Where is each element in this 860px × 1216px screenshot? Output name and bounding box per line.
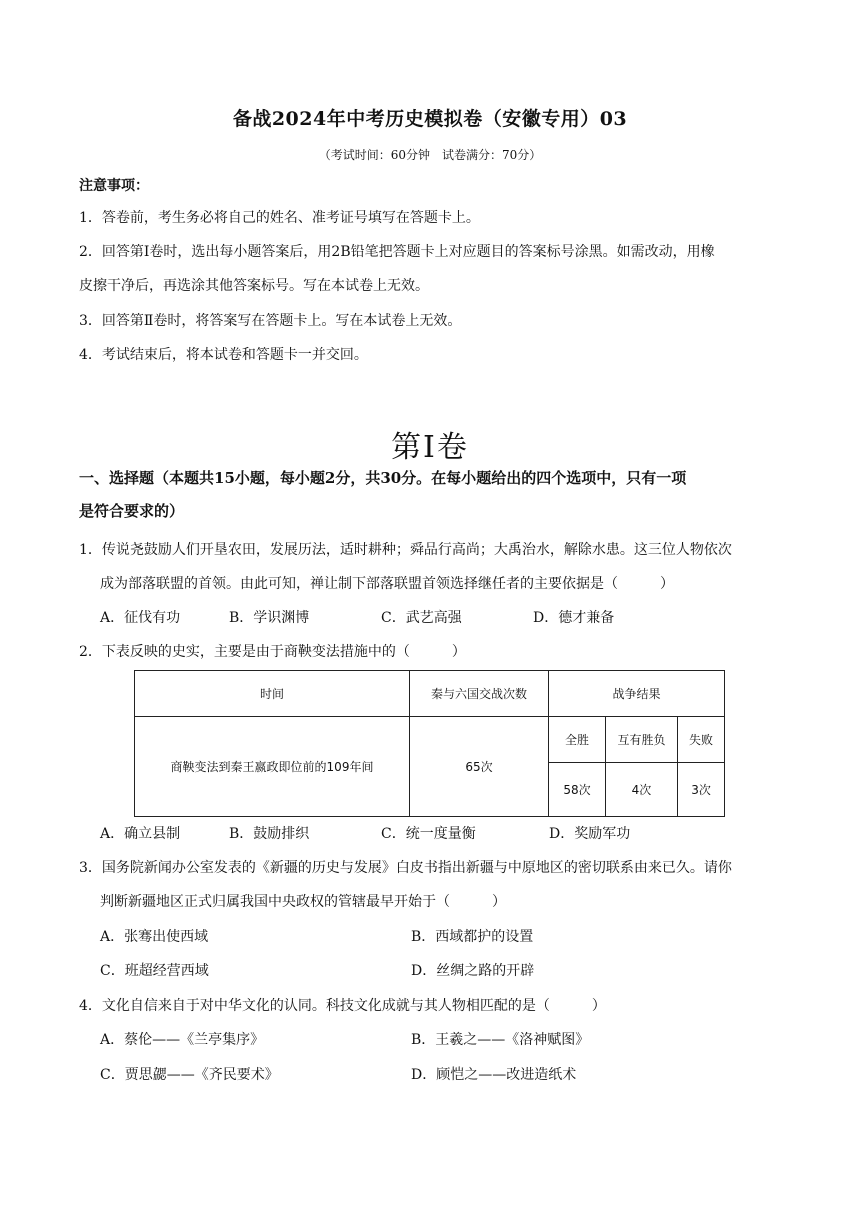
notice-item-1: 1．答卷前，考生务必将自己的姓名、准考证号填写在答题卡上。	[79, 210, 480, 226]
question-3-line1: 3．国务院新闻办公室发表的《新疆的历史与发展》白皮书指出新疆与中原地区的密切联系由来已久。请你	[79, 860, 732, 876]
section-heading-line1: 一、选择题（本题共15小题，每小题2分，共30分。在每小题给出的四个选项中，只有一项	[79, 469, 687, 487]
exam-title: 备战2024年中考历史模拟卷（安徽专用）03	[232, 108, 628, 130]
table-cell-period: 商鞅变法到秦王嬴政即位前的109年间	[135, 717, 410, 817]
question-1-line1: 1．传说尧鼓励人们开垦农田，发展历法，适时耕种；舜品行高尚；大禹治水，解除水患。这三位人物依次	[79, 542, 732, 558]
table-cell-mixed: 4次	[606, 763, 678, 817]
notice-heading: 注意事项：	[79, 178, 149, 194]
question-1-option-b: B．学识渊博	[229, 610, 310, 626]
war-results-table	[134, 670, 725, 817]
notice-item-2: 2．回答第Ⅰ卷时，选出每小题答案后，用2B铅笔把答题卡上对应题目的答案标号涂黑。如需改动，用橡	[79, 244, 715, 260]
question-2-option-a: A．确立县制	[100, 826, 181, 842]
table-subheader-loss: 失败	[678, 717, 725, 763]
question-1-option-a: A．征伐有功	[100, 610, 181, 626]
question-4-option-a: A．蔡伦——《兰亭集序》	[100, 1032, 265, 1048]
table-header-result: 战争结果	[549, 671, 725, 717]
notice-item-3: 3．回答第Ⅱ卷时，将答案写在答题卡上。写在本试卷上无效。	[79, 313, 462, 329]
question-4-line1: 4．文化自信来自于对中华文化的认同。科技文化成就与其人物相匹配的是（ ）	[79, 998, 606, 1014]
table-header-time: 时间	[135, 671, 410, 717]
table-header-row	[135, 671, 725, 717]
question-2-line1: 2．下表反映的史实，主要是由于商鞅变法措施中的（ ）	[79, 644, 466, 660]
question-3-option-b: B．西域都护的设置	[411, 929, 534, 945]
question-2-option-b: B．鼓励排织	[229, 826, 310, 842]
table-subheader-mixed: 互有胜负	[606, 717, 678, 763]
question-3-option-c: C．班超经营西域	[100, 963, 209, 979]
table-cell-win: 58次	[549, 763, 606, 817]
exam-subtitle: （考试时间：60分钟 试卷满分：70分）	[318, 148, 542, 162]
question-1-option-c: C．武艺高强	[381, 610, 462, 626]
question-4-option-c: C．贾思勰——《齐民要术》	[100, 1067, 279, 1083]
table-cell-battles: 65次	[410, 717, 549, 817]
notice-item-4: 4．考试结束后，将本试卷和答题卡一并交回。	[79, 347, 368, 363]
question-3-line2: 判断新疆地区正式归属我国中央政权的管辖最早开始于（ ）	[100, 894, 506, 910]
question-3-option-a: A．张骞出使西域	[100, 929, 209, 945]
question-2-option-d: D．奖励军功	[549, 826, 631, 842]
question-2-option-c: C．统一度量衡	[381, 826, 476, 842]
question-1-option-d: D．德才兼备	[533, 610, 615, 626]
question-4-option-d: D．顾恺之——改进造纸术	[411, 1067, 577, 1083]
part-title: 第Ⅰ卷	[391, 430, 469, 465]
question-4-option-b: B．王羲之——《洛神赋图》	[411, 1032, 590, 1048]
question-3-option-d: D．丝绸之路的开辟	[411, 963, 535, 979]
notice-item-2-cont: 皮擦干净后，再选涂其他答案标号。写在本试卷上无效。	[79, 278, 429, 294]
table-row	[135, 717, 725, 763]
question-1-line2: 成为部落联盟的首领。由此可知，禅让制下部落联盟首领选择继任者的主要依据是（ ）	[100, 576, 674, 592]
table-subheader-win: 全胜	[549, 717, 606, 763]
section-heading-line2: 是符合要求的）	[79, 502, 185, 520]
table-header-battles: 秦与六国交战次数	[410, 671, 549, 717]
table-cell-loss: 3次	[678, 763, 725, 817]
